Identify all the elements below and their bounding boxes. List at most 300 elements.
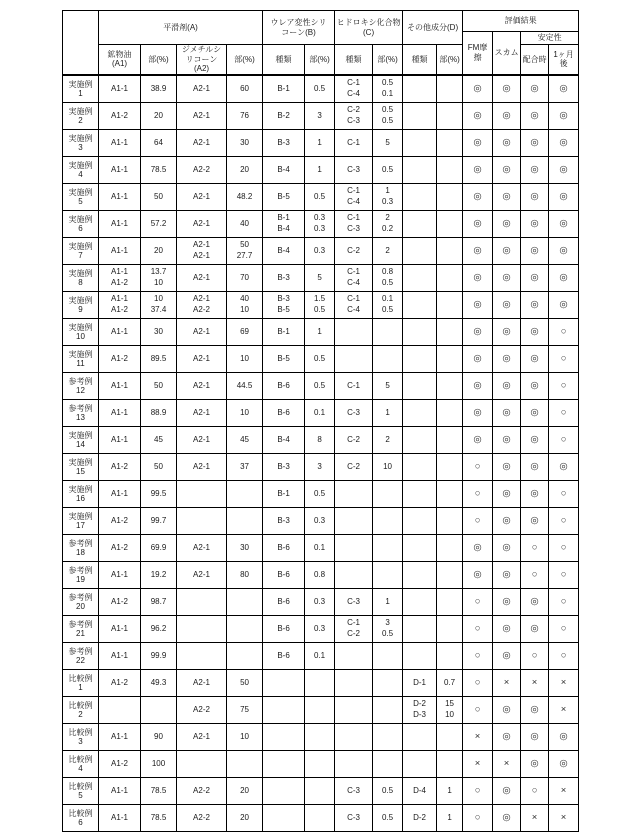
cell-eval-scum: ◎ <box>493 291 521 318</box>
cell-a1-parts: 20 <box>141 102 177 129</box>
cell-eval-scum: ◎ <box>493 534 521 561</box>
cell-eval-after-1-month: × <box>549 777 579 804</box>
cell-d-parts <box>437 453 463 480</box>
cell-a2-parts: 30 <box>227 534 263 561</box>
cell-b-type: B-6 <box>263 372 305 399</box>
cell-a1-parts: 78.5 <box>141 777 177 804</box>
cell-eval-at-mixing: ◎ <box>521 372 549 399</box>
cell-a1-type: A1-1 <box>99 426 141 453</box>
cell-eval-fm-friction: ◎ <box>463 237 493 264</box>
cell-b-parts: 0.1 <box>305 534 335 561</box>
cell-eval-fm-friction: ○ <box>463 615 493 642</box>
cell-a2-type: A2-1 <box>177 372 227 399</box>
cell-d-type <box>403 615 437 642</box>
cell-b-type <box>263 777 305 804</box>
cell-eval-fm-friction: ◎ <box>463 291 493 318</box>
table-row <box>63 129 579 156</box>
cell-b-parts <box>305 696 335 723</box>
cell-a1-parts: 78.5 <box>141 156 177 183</box>
cell-a2-parts <box>227 588 263 615</box>
cell-d-type <box>403 561 437 588</box>
cell-a1-type: A1-2 <box>99 588 141 615</box>
cell-a1-type: A1-1 <box>99 129 141 156</box>
cell-b-parts: 0.5 <box>305 75 335 103</box>
cell-eval-at-mixing: ○ <box>521 534 549 561</box>
cell-c-type: C-3 <box>335 156 373 183</box>
cell-c-parts <box>373 534 403 561</box>
cell-b-parts: 1 <box>305 156 335 183</box>
cell-eval-at-mixing: ◎ <box>521 723 549 750</box>
row-label: 実施例 7 <box>63 237 99 264</box>
row-label: 参考例 22 <box>63 642 99 669</box>
cell-eval-fm-friction: ○ <box>463 588 493 615</box>
cell-eval-at-mixing: ◎ <box>521 750 549 777</box>
cell-a2-parts: 50 27.7 <box>227 237 263 264</box>
table-row <box>63 399 579 426</box>
table-row <box>63 264 579 291</box>
cell-eval-after-1-month: ◎ <box>549 210 579 237</box>
cell-d-type <box>403 723 437 750</box>
cell-eval-at-mixing: ◎ <box>521 102 549 129</box>
cell-c-type: C-3 <box>335 399 373 426</box>
cell-b-parts: 0.5 <box>305 480 335 507</box>
header-mineral-oil-a1: 鉱物油 (A1) <box>99 45 141 75</box>
cell-eval-at-mixing: ◎ <box>521 507 549 534</box>
cell-b-type: B-4 <box>263 156 305 183</box>
cell-c-parts <box>373 642 403 669</box>
row-label: 参考例 21 <box>63 615 99 642</box>
cell-b-type: B-6 <box>263 588 305 615</box>
row-label: 実施例 6 <box>63 210 99 237</box>
cell-a2-type: A2-1 <box>177 534 227 561</box>
cell-a2-type: A2-1 <box>177 723 227 750</box>
cell-a2-type <box>177 615 227 642</box>
cell-eval-after-1-month: ○ <box>549 399 579 426</box>
header-c-parts: 部(%) <box>373 45 403 75</box>
cell-eval-after-1-month: ○ <box>549 561 579 588</box>
cell-d-parts <box>437 291 463 318</box>
cell-d-parts <box>437 588 463 615</box>
cell-c-parts: 3 0.5 <box>373 615 403 642</box>
cell-a1-parts: 100 <box>141 750 177 777</box>
cell-b-parts: 5 <box>305 264 335 291</box>
cell-eval-at-mixing: ◎ <box>521 210 549 237</box>
cell-d-parts <box>437 237 463 264</box>
cell-a2-parts: 80 <box>227 561 263 588</box>
cell-eval-at-mixing: ◎ <box>521 129 549 156</box>
cell-eval-fm-friction: ◎ <box>463 534 493 561</box>
cell-b-parts <box>305 723 335 750</box>
cell-a1-type: A1-2 <box>99 669 141 696</box>
cell-d-type <box>403 318 437 345</box>
cell-b-parts: 1.5 0.5 <box>305 291 335 318</box>
cell-eval-scum: ◎ <box>493 561 521 588</box>
table-row <box>63 723 579 750</box>
cell-eval-scum: ◎ <box>493 129 521 156</box>
cell-b-type: B-6 <box>263 399 305 426</box>
cell-b-type: B-3 <box>263 264 305 291</box>
cell-c-type: C-1 <box>335 372 373 399</box>
cell-a2-type <box>177 750 227 777</box>
table-row <box>63 777 579 804</box>
cell-a2-type: A2-1 <box>177 129 227 156</box>
cell-d-type <box>403 237 437 264</box>
cell-c-type <box>335 318 373 345</box>
cell-b-parts: 0.3 <box>305 507 335 534</box>
cell-c-parts <box>373 345 403 372</box>
cell-a2-parts <box>227 750 263 777</box>
cell-eval-at-mixing: ◎ <box>521 291 549 318</box>
cell-d-parts <box>437 534 463 561</box>
row-label: 実施例 4 <box>63 156 99 183</box>
cell-b-parts: 1 <box>305 129 335 156</box>
composition-evaluation-table <box>62 10 579 832</box>
cell-eval-after-1-month: ◎ <box>549 453 579 480</box>
table-row <box>63 75 579 103</box>
cell-a1-parts: 49.3 <box>141 669 177 696</box>
cell-eval-after-1-month: ○ <box>549 507 579 534</box>
cell-eval-fm-friction: ◎ <box>463 372 493 399</box>
cell-d-parts <box>437 372 463 399</box>
cell-c-type: C-3 <box>335 588 373 615</box>
cell-d-parts <box>437 723 463 750</box>
cell-b-type: B-4 <box>263 426 305 453</box>
header-after-1-month: 1ヶ月後 <box>549 45 579 75</box>
cell-c-type <box>335 507 373 534</box>
cell-a2-type: A2-2 <box>177 777 227 804</box>
cell-d-type <box>403 507 437 534</box>
cell-a2-type: A2-1 <box>177 183 227 210</box>
table-row <box>63 183 579 210</box>
cell-a2-parts: 40 <box>227 210 263 237</box>
cell-eval-scum: ◎ <box>493 804 521 831</box>
cell-c-parts <box>373 723 403 750</box>
cell-eval-fm-friction: ○ <box>463 453 493 480</box>
cell-eval-after-1-month: ○ <box>549 615 579 642</box>
cell-a1-type: A1-1 <box>99 183 141 210</box>
cell-eval-at-mixing: ◎ <box>521 588 549 615</box>
cell-a2-parts: 37 <box>227 453 263 480</box>
cell-a1-type: A1-1 <box>99 210 141 237</box>
cell-c-type: C-1 C-4 <box>335 75 373 103</box>
cell-b-parts: 1 <box>305 318 335 345</box>
row-label: 実施例 11 <box>63 345 99 372</box>
cell-c-type <box>335 345 373 372</box>
cell-c-type: C-1 C-4 <box>335 183 373 210</box>
cell-b-parts: 0.5 <box>305 345 335 372</box>
cell-a1-type: A1-1 <box>99 777 141 804</box>
cell-b-type: B-5 <box>263 345 305 372</box>
table-row <box>63 642 579 669</box>
cell-a2-type: A2-1 <box>177 345 227 372</box>
cell-d-type <box>403 291 437 318</box>
cell-d-parts <box>437 264 463 291</box>
cell-b-type: B-3 <box>263 453 305 480</box>
header-row-groups <box>63 11 579 32</box>
cell-b-parts <box>305 777 335 804</box>
cell-d-parts <box>437 156 463 183</box>
cell-a1-parts: 30 <box>141 318 177 345</box>
cell-d-type <box>403 426 437 453</box>
cell-eval-scum: ◎ <box>493 345 521 372</box>
cell-a1-parts: 20 <box>141 237 177 264</box>
cell-eval-after-1-month: ○ <box>549 642 579 669</box>
cell-a2-type: A2-2 <box>177 804 227 831</box>
cell-c-type: C-2 <box>335 237 373 264</box>
cell-c-parts: 0.5 <box>373 156 403 183</box>
cell-a1-type: A1-2 <box>99 507 141 534</box>
table-row <box>63 507 579 534</box>
cell-eval-after-1-month: ○ <box>549 426 579 453</box>
cell-eval-after-1-month: ◎ <box>549 156 579 183</box>
cell-b-type: B-3 B-5 <box>263 291 305 318</box>
cell-b-parts <box>305 804 335 831</box>
cell-eval-fm-friction: ◎ <box>463 561 493 588</box>
cell-b-parts: 0.3 <box>305 588 335 615</box>
cell-b-parts <box>305 669 335 696</box>
cell-eval-scum: ◎ <box>493 156 521 183</box>
cell-a1-type: A1-1 <box>99 372 141 399</box>
corner-cell <box>63 11 99 75</box>
cell-eval-after-1-month: ◎ <box>549 750 579 777</box>
cell-b-type: B-6 <box>263 615 305 642</box>
cell-d-parts <box>437 318 463 345</box>
cell-a1-parts: 45 <box>141 426 177 453</box>
cell-d-parts: 0.7 <box>437 669 463 696</box>
cell-d-parts: 1 <box>437 777 463 804</box>
cell-a1-type: A1-1 <box>99 615 141 642</box>
cell-eval-fm-friction: ◎ <box>463 264 493 291</box>
cell-a1-type: A1-2 <box>99 345 141 372</box>
cell-d-type <box>403 183 437 210</box>
cell-b-parts: 0.5 <box>305 183 335 210</box>
cell-d-parts <box>437 345 463 372</box>
cell-c-type <box>335 480 373 507</box>
cell-b-type: B-5 <box>263 183 305 210</box>
cell-eval-scum: ◎ <box>493 237 521 264</box>
cell-a1-parts <box>141 696 177 723</box>
cell-eval-fm-friction: ◎ <box>463 129 493 156</box>
row-label: 実施例 10 <box>63 318 99 345</box>
table-row <box>63 426 579 453</box>
cell-b-type <box>263 750 305 777</box>
table-row <box>63 453 579 480</box>
cell-d-type <box>403 399 437 426</box>
header-fm-friction: FM摩擦 <box>463 32 493 75</box>
cell-a1-parts: 90 <box>141 723 177 750</box>
cell-a2-type: A2-1 <box>177 453 227 480</box>
cell-a2-parts: 76 <box>227 102 263 129</box>
cell-a1-parts: 98.7 <box>141 588 177 615</box>
row-label: 実施例 16 <box>63 480 99 507</box>
cell-c-parts <box>373 507 403 534</box>
table-row <box>63 750 579 777</box>
cell-d-type: D-4 <box>403 777 437 804</box>
cell-c-parts <box>373 696 403 723</box>
cell-b-parts: 3 <box>305 102 335 129</box>
cell-eval-scum: ◎ <box>493 696 521 723</box>
cell-d-type <box>403 210 437 237</box>
cell-eval-scum: ◎ <box>493 777 521 804</box>
cell-a1-type: A1-1 A1-2 <box>99 291 141 318</box>
cell-eval-at-mixing: ◎ <box>521 75 549 103</box>
cell-a2-parts <box>227 480 263 507</box>
cell-eval-fm-friction: × <box>463 723 493 750</box>
cell-c-parts: 2 <box>373 237 403 264</box>
cell-b-parts: 0.1 <box>305 399 335 426</box>
cell-a2-type <box>177 480 227 507</box>
cell-eval-at-mixing: ◎ <box>521 696 549 723</box>
cell-eval-scum: ◎ <box>493 75 521 103</box>
cell-eval-after-1-month: × <box>549 669 579 696</box>
cell-eval-scum: ◎ <box>493 426 521 453</box>
cell-a2-parts: 10 <box>227 345 263 372</box>
row-label: 実施例 15 <box>63 453 99 480</box>
cell-d-parts <box>437 426 463 453</box>
header-group-other-components-d: その他成分(D) <box>403 11 463 45</box>
cell-a2-type <box>177 507 227 534</box>
row-label: 参考例 19 <box>63 561 99 588</box>
header-evaluation-results: 評価結果 <box>463 11 579 32</box>
cell-c-parts <box>373 561 403 588</box>
row-label: 実施例 5 <box>63 183 99 210</box>
cell-d-type <box>403 156 437 183</box>
cell-eval-after-1-month: ◎ <box>549 129 579 156</box>
cell-eval-after-1-month: ◎ <box>549 102 579 129</box>
cell-eval-after-1-month: ◎ <box>549 723 579 750</box>
cell-b-type <box>263 723 305 750</box>
row-label: 比較例 6 <box>63 804 99 831</box>
cell-c-parts: 0.5 0.1 <box>373 75 403 103</box>
cell-c-parts <box>373 318 403 345</box>
cell-d-type <box>403 642 437 669</box>
cell-d-type: D-2 <box>403 804 437 831</box>
row-label: 実施例 2 <box>63 102 99 129</box>
cell-eval-scum: ◎ <box>493 183 521 210</box>
cell-b-parts <box>305 750 335 777</box>
cell-a1-type: A1-1 <box>99 318 141 345</box>
cell-eval-fm-friction: × <box>463 750 493 777</box>
cell-eval-at-mixing: ◎ <box>521 345 549 372</box>
cell-a2-type: A2-1 <box>177 75 227 103</box>
row-label: 参考例 12 <box>63 372 99 399</box>
cell-a1-type: A1-1 <box>99 723 141 750</box>
cell-eval-fm-friction: ◎ <box>463 399 493 426</box>
header-a1-parts: 部(%) <box>141 45 177 75</box>
table-row <box>63 210 579 237</box>
cell-c-parts <box>373 669 403 696</box>
cell-a2-parts: 10 <box>227 399 263 426</box>
cell-a1-parts: 50 <box>141 372 177 399</box>
cell-d-parts <box>437 615 463 642</box>
cell-b-type: B-1 <box>263 480 305 507</box>
cell-a1-type: A1-1 <box>99 399 141 426</box>
cell-b-parts: 0.8 <box>305 561 335 588</box>
row-label: 実施例 8 <box>63 264 99 291</box>
cell-d-type <box>403 129 437 156</box>
cell-c-type: C-1 C-3 <box>335 210 373 237</box>
header-c-type: 種類 <box>335 45 373 75</box>
cell-a1-parts: 78.5 <box>141 804 177 831</box>
cell-eval-at-mixing: ◎ <box>521 183 549 210</box>
cell-b-type: B-4 <box>263 237 305 264</box>
cell-a2-parts: 75 <box>227 696 263 723</box>
cell-eval-fm-friction: ○ <box>463 777 493 804</box>
cell-d-type <box>403 264 437 291</box>
cell-d-type <box>403 75 437 103</box>
cell-eval-scum: ◎ <box>493 723 521 750</box>
header-a2-parts: 部(%) <box>227 45 263 75</box>
table-row <box>63 588 579 615</box>
cell-a2-parts <box>227 615 263 642</box>
cell-eval-fm-friction: ○ <box>463 669 493 696</box>
cell-eval-after-1-month: ○ <box>549 318 579 345</box>
cell-b-type: B-3 <box>263 507 305 534</box>
cell-c-parts: 1 0.3 <box>373 183 403 210</box>
cell-d-parts <box>437 75 463 103</box>
table-row <box>63 534 579 561</box>
cell-d-type <box>403 345 437 372</box>
cell-c-type: C-2 C-3 <box>335 102 373 129</box>
cell-a1-type: A1-1 <box>99 804 141 831</box>
cell-a2-parts: 50 <box>227 669 263 696</box>
cell-a2-parts: 60 <box>227 75 263 103</box>
cell-a2-parts: 45 <box>227 426 263 453</box>
cell-eval-after-1-month: ◎ <box>549 183 579 210</box>
cell-eval-after-1-month: ◎ <box>549 237 579 264</box>
cell-d-type <box>403 534 437 561</box>
cell-a1-parts: 64 <box>141 129 177 156</box>
header-group-lubricant-a: 平滑剤(A) <box>99 11 263 45</box>
cell-d-parts <box>437 480 463 507</box>
cell-c-parts <box>373 750 403 777</box>
cell-eval-fm-friction: ◎ <box>463 426 493 453</box>
cell-a1-parts: 99.7 <box>141 507 177 534</box>
cell-a1-parts: 13.7 10 <box>141 264 177 291</box>
cell-a1-type: A1-1 <box>99 642 141 669</box>
cell-a2-type <box>177 588 227 615</box>
cell-a2-type: A2-1 <box>177 669 227 696</box>
cell-d-type <box>403 453 437 480</box>
cell-eval-scum: ◎ <box>493 615 521 642</box>
cell-eval-after-1-month: ○ <box>549 588 579 615</box>
row-label: 実施例 3 <box>63 129 99 156</box>
cell-c-type: C-2 <box>335 426 373 453</box>
cell-c-parts: 2 0.2 <box>373 210 403 237</box>
cell-a2-parts: 48.2 <box>227 183 263 210</box>
cell-c-parts: 0.1 0.5 <box>373 291 403 318</box>
row-label: 比較例 4 <box>63 750 99 777</box>
cell-d-parts <box>437 210 463 237</box>
cell-a1-parts: 99.9 <box>141 642 177 669</box>
cell-eval-scum: ◎ <box>493 318 521 345</box>
cell-d-parts <box>437 102 463 129</box>
table-row <box>63 696 579 723</box>
cell-eval-fm-friction: ○ <box>463 696 493 723</box>
cell-b-parts: 0.1 <box>305 642 335 669</box>
cell-a2-parts: 70 <box>227 264 263 291</box>
cell-c-type <box>335 723 373 750</box>
cell-a2-parts: 20 <box>227 804 263 831</box>
cell-a2-parts <box>227 507 263 534</box>
cell-a1-parts: 89.5 <box>141 345 177 372</box>
cell-d-type <box>403 588 437 615</box>
cell-a1-parts: 96.2 <box>141 615 177 642</box>
table-row <box>63 345 579 372</box>
cell-eval-at-mixing: ◎ <box>521 264 549 291</box>
cell-a1-type: A1-2 <box>99 750 141 777</box>
cell-c-type: C-2 <box>335 453 373 480</box>
